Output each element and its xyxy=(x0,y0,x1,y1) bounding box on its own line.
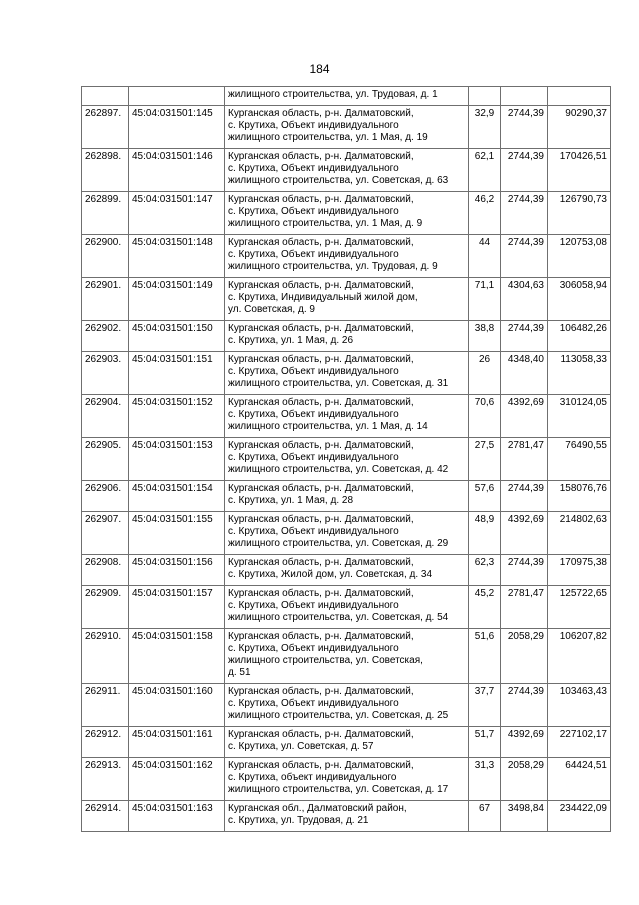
address-line: жилищного строительства, ул. Советская, д. 54 xyxy=(228,612,449,623)
address-line: с. Крутиха, ул. 1 Мая, д. 28 xyxy=(228,495,354,506)
table-row xyxy=(82,235,611,278)
address-cell xyxy=(225,235,469,278)
address-line: с. Крутиха, Объект индивидуального xyxy=(228,366,399,377)
row-number-cell: 262906. xyxy=(82,481,129,512)
row-number-cell: 262913. xyxy=(82,758,129,801)
table-row xyxy=(82,727,611,758)
area-cell: 70,6 xyxy=(469,395,501,438)
price-cell: 2744,39 xyxy=(501,149,548,192)
address-line: с. Крутиха, Объект индивидуального xyxy=(228,163,399,174)
address-line: с. Крутиха, Объект индивидуального xyxy=(228,452,399,463)
area-cell: 48,9 xyxy=(469,512,501,555)
registry-table-body xyxy=(82,87,611,832)
address-line: Курганская область, р-н. Далматовский, xyxy=(228,483,414,494)
value-cell: 306058,94 xyxy=(548,278,611,321)
cadastral-number-cell: 45:04:031501:158 xyxy=(129,629,225,684)
price-cell: 2781,47 xyxy=(501,438,548,481)
address-cell xyxy=(225,586,469,629)
price-cell: 3498,84 xyxy=(501,801,548,832)
row-number-cell: 262910. xyxy=(82,629,129,684)
price-cell xyxy=(501,87,548,106)
address-line: Курганская область, р-н. Далматовский, xyxy=(228,108,414,119)
address-line: с. Крутиха, объект индивидуального xyxy=(228,772,397,783)
table-row xyxy=(82,149,611,192)
address-line: жилищного строительства, ул. Советская, д. 31 xyxy=(228,378,449,389)
page-number: 184 xyxy=(309,62,330,76)
area-cell: 32,9 xyxy=(469,106,501,149)
cadastral-number-cell: 45:04:031501:161 xyxy=(129,727,225,758)
row-number-cell: 262899. xyxy=(82,192,129,235)
value-cell: 120753,08 xyxy=(548,235,611,278)
row-number-cell: 262900. xyxy=(82,235,129,278)
address-line: с. Крутиха, ул. 1 Мая, д. 26 xyxy=(228,335,354,346)
row-number-cell xyxy=(82,87,129,106)
address-line: жилищного строительства, ул. Трудовая, д. 9 xyxy=(228,261,438,272)
area-cell: 62,3 xyxy=(469,555,501,586)
value-cell: 90290,37 xyxy=(548,106,611,149)
price-cell: 2781,47 xyxy=(501,586,548,629)
address-line: Курганская область, р-н. Далматовский, xyxy=(228,323,414,334)
row-number-cell: 262909. xyxy=(82,586,129,629)
address-cell xyxy=(225,801,469,832)
price-cell: 2744,39 xyxy=(501,555,548,586)
area-cell: 27,5 xyxy=(469,438,501,481)
row-number-cell: 262898. xyxy=(82,149,129,192)
address-cell xyxy=(225,512,469,555)
price-cell: 4348,40 xyxy=(501,352,548,395)
price-cell: 2744,39 xyxy=(501,235,548,278)
address-line: жилищного строительства, ул. Трудовая, д. 1 xyxy=(228,89,438,100)
price-cell: 2744,39 xyxy=(501,481,548,512)
row-number-cell: 262912. xyxy=(82,727,129,758)
address-cell xyxy=(225,438,469,481)
address-line: жилищного строительства, ул. Советская, xyxy=(228,655,423,666)
cadastral-number-cell: 45:04:031501:163 xyxy=(129,801,225,832)
row-number-cell: 262903. xyxy=(82,352,129,395)
area-cell: 26 xyxy=(469,352,501,395)
address-line: Курганская область, р-н. Далматовский, xyxy=(228,354,414,365)
registry-table xyxy=(81,86,611,832)
address-line: Курганская область, р-н. Далматовский, xyxy=(228,588,414,599)
address-line: Курганская область, р-н. Далматовский, xyxy=(228,631,414,642)
value-cell: 170975,38 xyxy=(548,555,611,586)
value-cell: 170426,51 xyxy=(548,149,611,192)
table-row xyxy=(82,512,611,555)
table-row xyxy=(82,438,611,481)
value-cell: 227102,17 xyxy=(548,727,611,758)
cadastral-number-cell: 45:04:031501:155 xyxy=(129,512,225,555)
table-row xyxy=(82,684,611,727)
address-line: Курганская обл., Далматовский район, xyxy=(228,803,407,814)
address-line: жилищного строительства, ул. Советская, д. 29 xyxy=(228,538,449,549)
address-line: с. Крутиха, Жилой дом, ул. Советская, д. 34 xyxy=(228,569,433,580)
area-cell: 45,2 xyxy=(469,586,501,629)
area-cell: 51,7 xyxy=(469,727,501,758)
value-cell: 76490,55 xyxy=(548,438,611,481)
address-line: Курганская область, р-н. Далматовский, xyxy=(228,760,414,771)
address-line: с. Крутиха, Объект индивидуального xyxy=(228,249,399,260)
value-cell: 106207,82 xyxy=(548,629,611,684)
address-cell xyxy=(225,684,469,727)
table-row xyxy=(82,395,611,438)
value-cell: 234422,09 xyxy=(548,801,611,832)
row-number-cell: 262904. xyxy=(82,395,129,438)
row-number-cell: 262901. xyxy=(82,278,129,321)
cadastral-number-cell: 45:04:031501:157 xyxy=(129,586,225,629)
address-line: Курганская область, р-н. Далматовский, xyxy=(228,397,414,408)
address-cell xyxy=(225,106,469,149)
address-line: с. Крутиха, Объект индивидуального xyxy=(228,120,399,131)
address-cell xyxy=(225,629,469,684)
area-cell: 44 xyxy=(469,235,501,278)
address-line: ул. Советская, д. 9 xyxy=(228,304,315,315)
address-line: жилищного строительства, ул. Советская, д. 17 xyxy=(228,784,449,795)
address-cell xyxy=(225,758,469,801)
cadastral-number-cell: 45:04:031501:145 xyxy=(129,106,225,149)
area-cell: 37,7 xyxy=(469,684,501,727)
address-line: жилищного строительства, ул. 1 Мая, д. 9 xyxy=(228,218,423,229)
price-cell: 2744,39 xyxy=(501,321,548,352)
cadastral-number-cell xyxy=(129,87,225,106)
value-cell: 310124,05 xyxy=(548,395,611,438)
table-row xyxy=(82,106,611,149)
value-cell: 214802,63 xyxy=(548,512,611,555)
value-cell: 125722,65 xyxy=(548,586,611,629)
address-cell xyxy=(225,555,469,586)
table-row xyxy=(82,629,611,684)
area-cell: 62,1 xyxy=(469,149,501,192)
row-number-cell: 262914. xyxy=(82,801,129,832)
cadastral-number-cell: 45:04:031501:150 xyxy=(129,321,225,352)
price-cell: 2744,39 xyxy=(501,106,548,149)
address-line: Курганская область, р-н. Далматовский, xyxy=(228,440,414,451)
address-line: Курганская область, р-н. Далматовский, xyxy=(228,280,414,291)
address-line: Курганская область, р-н. Далматовский, xyxy=(228,557,414,568)
price-cell: 2744,39 xyxy=(501,192,548,235)
address-line: с. Крутиха, Объект индивидуального xyxy=(228,409,399,420)
row-number-cell: 262908. xyxy=(82,555,129,586)
continuation-row xyxy=(82,87,611,106)
address-line: с. Крутиха, ул. Трудовая, д. 21 xyxy=(228,815,369,826)
row-number-cell: 262911. xyxy=(82,684,129,727)
address-line: с. Крутиха, Объект индивидуального xyxy=(228,206,399,217)
cadastral-number-cell: 45:04:031501:151 xyxy=(129,352,225,395)
area-cell: 67 xyxy=(469,801,501,832)
address-line: с. Крутиха, Индивидуальный жилой дом, xyxy=(228,292,418,303)
address-line: с. Крутиха, ул. Советская, д. 57 xyxy=(228,741,374,752)
price-cell: 4392,69 xyxy=(501,512,548,555)
address-line: Курганская область, р-н. Далматовский, xyxy=(228,151,414,162)
address-line: Курганская область, р-н. Далматовский, xyxy=(228,194,414,205)
address-cell xyxy=(225,87,469,106)
address-line: с. Крутиха, Объект индивидуального xyxy=(228,643,399,654)
table-row xyxy=(82,321,611,352)
table-row xyxy=(82,278,611,321)
address-line: с. Крутиха, Объект индивидуального xyxy=(228,698,399,709)
cadastral-number-cell: 45:04:031501:160 xyxy=(129,684,225,727)
table-row xyxy=(82,555,611,586)
cadastral-number-cell: 45:04:031501:153 xyxy=(129,438,225,481)
row-number-cell: 262905. xyxy=(82,438,129,481)
address-line: жилищного строительства, ул. Советская, д. 63 xyxy=(228,175,449,186)
cadastral-number-cell: 45:04:031501:162 xyxy=(129,758,225,801)
address-cell xyxy=(225,149,469,192)
table-row xyxy=(82,481,611,512)
cadastral-number-cell: 45:04:031501:154 xyxy=(129,481,225,512)
area-cell: 46,2 xyxy=(469,192,501,235)
area-cell: 38,8 xyxy=(469,321,501,352)
area-cell xyxy=(469,87,501,106)
cadastral-number-cell: 45:04:031501:148 xyxy=(129,235,225,278)
price-cell: 4392,69 xyxy=(501,727,548,758)
table-row xyxy=(82,352,611,395)
address-line: Курганская область, р-н. Далматовский, xyxy=(228,514,414,525)
cadastral-number-cell: 45:04:031501:146 xyxy=(129,149,225,192)
address-line: жилищного строительства, ул. Советская, д. 25 xyxy=(228,710,449,721)
value-cell xyxy=(548,87,611,106)
value-cell: 158076,76 xyxy=(548,481,611,512)
row-number-cell: 262897. xyxy=(82,106,129,149)
address-cell xyxy=(225,192,469,235)
address-line: с. Крутиха, Объект индивидуального xyxy=(228,526,399,537)
address-line: Курганская область, р-н. Далматовский, xyxy=(228,237,414,248)
value-cell: 126790,73 xyxy=(548,192,611,235)
price-cell: 4304,63 xyxy=(501,278,548,321)
price-cell: 2058,29 xyxy=(501,758,548,801)
address-line: жилищного строительства, ул. 1 Мая, д. 14 xyxy=(228,421,428,432)
table-row xyxy=(82,758,611,801)
address-cell xyxy=(225,727,469,758)
cadastral-number-cell: 45:04:031501:149 xyxy=(129,278,225,321)
value-cell: 113058,33 xyxy=(548,352,611,395)
table-row xyxy=(82,586,611,629)
value-cell: 103463,43 xyxy=(548,684,611,727)
address-cell xyxy=(225,278,469,321)
table-row xyxy=(82,801,611,832)
address-cell xyxy=(225,321,469,352)
value-cell: 64424,51 xyxy=(548,758,611,801)
address-line: жилищного строительства, ул. 1 Мая, д. 19 xyxy=(228,132,428,143)
row-number-cell: 262907. xyxy=(82,512,129,555)
table-row xyxy=(82,192,611,235)
price-cell: 2744,39 xyxy=(501,684,548,727)
price-cell: 2058,29 xyxy=(501,629,548,684)
area-cell: 57,6 xyxy=(469,481,501,512)
address-cell xyxy=(225,352,469,395)
cadastral-number-cell: 45:04:031501:152 xyxy=(129,395,225,438)
address-cell xyxy=(225,395,469,438)
area-cell: 71,1 xyxy=(469,278,501,321)
address-cell xyxy=(225,481,469,512)
price-cell: 4392,69 xyxy=(501,395,548,438)
address-line: Курганская область, р-н. Далматовский, xyxy=(228,686,414,697)
cadastral-number-cell: 45:04:031501:156 xyxy=(129,555,225,586)
address-line: жилищного строительства, ул. Советская, д. 42 xyxy=(228,464,449,475)
area-cell: 31,3 xyxy=(469,758,501,801)
cadastral-number-cell: 45:04:031501:147 xyxy=(129,192,225,235)
value-cell: 106482,26 xyxy=(548,321,611,352)
area-cell: 51,6 xyxy=(469,629,501,684)
row-number-cell: 262902. xyxy=(82,321,129,352)
address-line: с. Крутиха, Объект индивидуального xyxy=(228,600,399,611)
address-line: д. 51 xyxy=(228,667,251,678)
address-line: Курганская область, р-н. Далматовский, xyxy=(228,729,414,740)
